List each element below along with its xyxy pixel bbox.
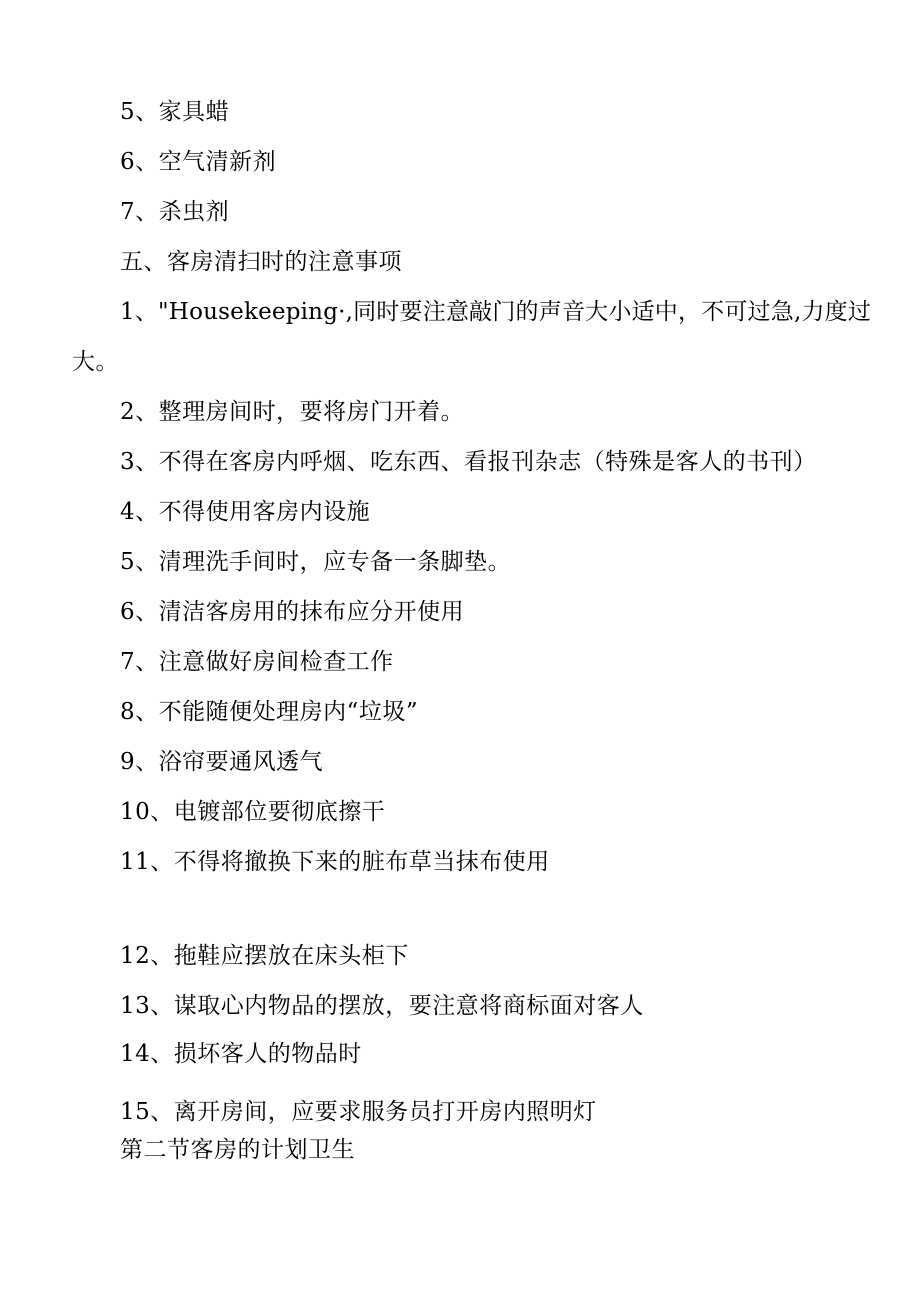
list-item-bathroom-mat: 5、清理洗手间时，应专备一条脚垫。 bbox=[120, 549, 512, 575]
list-item-knock-door: 1、"Housekeeping·,同时要注意敲门的声音大小适中，不可过急,力度过 bbox=[120, 299, 872, 325]
list-item-shower-curtain: 9、浴帘要通风透气 bbox=[120, 749, 324, 775]
list-item-separate-cloths: 6、清洁客房用的抹布应分开使用 bbox=[120, 599, 465, 625]
list-item-plated-parts: 10、电镀部位要彻底擦干 bbox=[120, 799, 386, 825]
list-item-door-open: 2、整理房间时，要将房门开着。 bbox=[120, 399, 465, 425]
list-item-trash-handling: 8、不能随便处理房内“垃圾” bbox=[120, 699, 419, 725]
list-item-furniture-wax: 5、家具蜡 bbox=[120, 99, 230, 125]
list-item-insecticide: 7、杀虫剂 bbox=[120, 199, 230, 225]
section-heading-cleaning-notes: 五、客房清扫时的注意事项 bbox=[120, 249, 402, 275]
list-item-knock-door-continued: 大。 bbox=[72, 349, 119, 375]
section-heading-planned-cleaning: 第二节客房的计划卫生 bbox=[120, 1137, 355, 1163]
list-item-item-placement: 13、谋取心内物品的摆放，要注意将商标面对客人 bbox=[120, 993, 644, 1019]
list-item-slippers: 12、拖鞋应摆放在床头柜下 bbox=[120, 943, 409, 969]
list-item-no-facility-use: 4、不得使用客房内设施 bbox=[120, 499, 371, 525]
list-item-room-inspection: 7、注意做好房间检查工作 bbox=[120, 649, 394, 675]
list-item-dirty-linen: 11、不得将撤换下来的脏布草当抹布使用 bbox=[120, 849, 550, 875]
list-item-damaged-items: 14、损坏客人的物品时 bbox=[120, 1041, 362, 1067]
list-item-leave-room-lights: 15、离开房间，应要求服务员打开房内照明灯 bbox=[120, 1099, 597, 1125]
list-item-air-freshener: 6、空气清新剂 bbox=[120, 149, 277, 175]
list-item-no-smoking-eating: 3、不得在客房内呼烟、吃东西、看报刊杂志（特殊是客人的书刊） bbox=[120, 449, 817, 475]
